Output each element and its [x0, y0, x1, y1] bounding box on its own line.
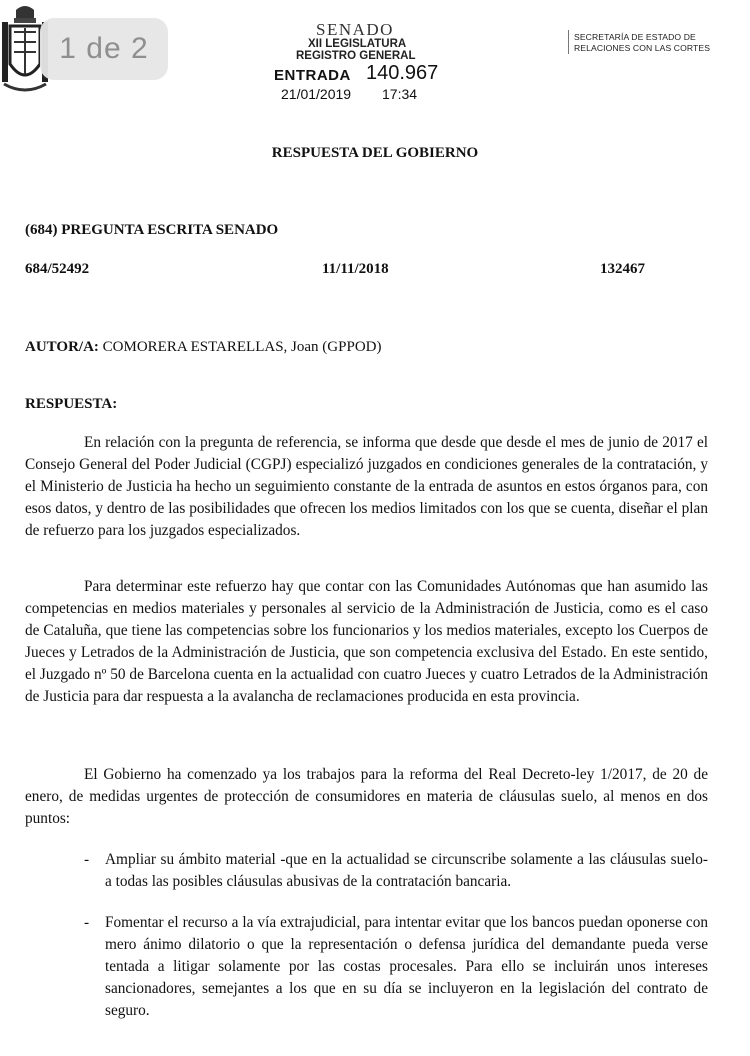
response-paragraph: En relación con la pregunta de referencia, se informa que desde que desde el mes de junio de 2017 el Consejo General del Poder Judicial (CGPJ) especializó juzgados en condiciones generales de la contratación, y el Ministerio de Justicia ha hecho un seguimiento constante de la entrada de asuntos en estos órganos para, con esos datos, y dentro de las posibilidades que ofrecen los medios limitados con los que se cuenta, diseñar el plan de refuerzo para los juzgados especializados.	[25, 434, 708, 539]
bullet-item	[84, 912, 708, 1022]
bullet-marker: -	[84, 914, 90, 931]
question-date: 11/11/2018	[322, 261, 389, 277]
bullet-item	[84, 849, 708, 893]
page-indicator-badge: 1 de 2	[40, 18, 168, 80]
response-paragraph: Para determinar este refuerzo hay que contar con las Comunidades Autónomas que han asumido las competencias en medios materiales y personales al servicio de la Administración de Justicia, como es el caso de Cataluña, que tiene las competencias sobre los funcionarios y los medios materiales, excepto los Cuerpos de Jueces y Letrados de la Administración de Justicia, que son competencia exclusiva del Estado. En este sentido, el Juzgado nº 50 de Barcelona cuenta en la actualidad con cuatro Jueces y cuatro Letrados de la Administración de Justicia para dar respuesta a la avalancha de reclamaciones producida en esta provincia.	[25, 578, 708, 705]
stamp-entry-label: ENTRADA	[274, 67, 351, 84]
author-name: COMORERA ESTARELLAS, Joan (GPPOD)	[102, 339, 382, 355]
response-label: RESPUESTA:	[25, 396, 118, 412]
question-number: 132467	[600, 261, 645, 277]
secretaria-line-2: RELACIONES CON LAS CORTES	[574, 43, 711, 53]
secretaria-line-1: SECRETARÍA DE ESTADO DE	[574, 32, 696, 42]
stamp-entry-number: 140.967	[366, 62, 439, 84]
secretaria-divider	[568, 30, 569, 54]
bullet-text: Ampliar su ámbito material -que en la actualidad se circunscribe solamente a las cláusulas suelo- a todas las posibles cláusulas abusivas de la contratación bancaria.	[105, 851, 708, 890]
secretaria-header	[574, 32, 742, 54]
stamp-legislature: XII LEGISLATURA	[308, 38, 407, 50]
stamp-chamber: SENADO	[316, 20, 394, 39]
author-line	[25, 339, 381, 356]
stamp-time: 17:34	[382, 86, 418, 102]
bullet-marker: -	[84, 851, 90, 868]
document-title: RESPUESTA DEL GOBIERNO	[271, 145, 479, 161]
author-label: AUTOR/A:	[25, 339, 99, 355]
response-paragraph: El Gobierno ha comenzado ya los trabajos para la reforma del Real Decreto-ley 1/2017, de 20 de enero, de medidas urgentes de protección de consumidores en materia de cláusulas suelo, al menos en dos puntos:	[25, 766, 708, 827]
question-code: 684/52492	[25, 261, 90, 277]
stamp-registry: REGISTRO GENERAL	[296, 50, 416, 62]
bullet-text: Fomentar el recurso a la vía extrajudicial, para intentar evitar que los bancos puedan oponerse con mero ánimo dilatorio o que la representación o defensa jurídica del demandante pueda verse tentada a litigar solamente por las costas procesales. Para ello se incluirán unos intereses sancionadores, semejantes a los que en su día se incluyeron en la legislación del contrato de seguro.	[105, 914, 708, 1019]
stamp-date: 21/01/2019	[281, 86, 352, 102]
question-heading: (684) PREGUNTA ESCRITA SENADO	[25, 222, 279, 238]
